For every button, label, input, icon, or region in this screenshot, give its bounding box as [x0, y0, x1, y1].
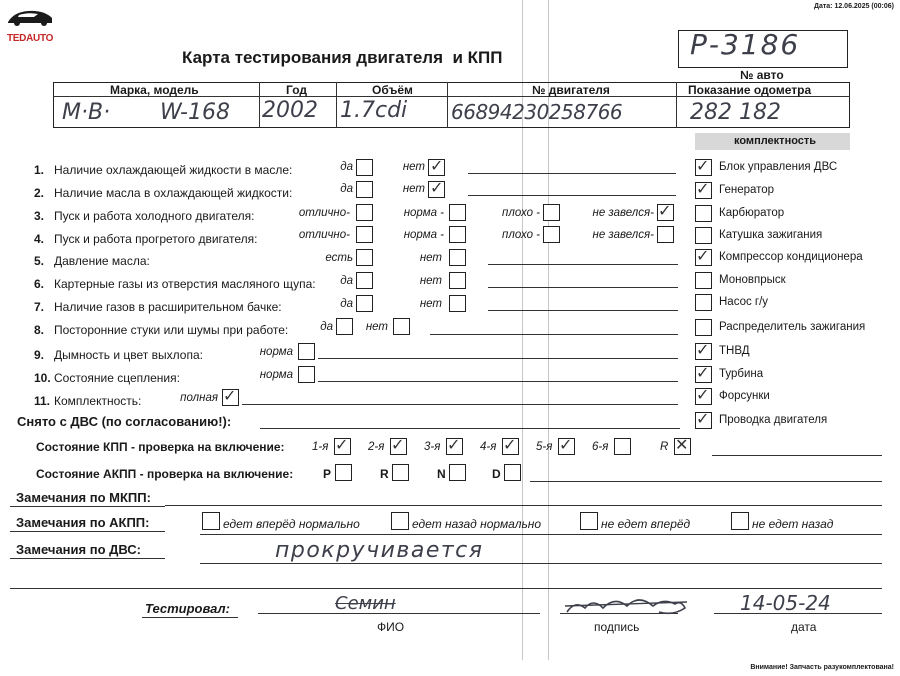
q1-no-label: нет — [402, 161, 425, 173]
q3-bad-label: плохо - — [502, 207, 540, 219]
question-number: 3. — [34, 209, 45, 223]
q10-normal-label: норма — [259, 369, 293, 381]
completeness-item-label: Проводка двигателя — [719, 414, 828, 426]
q7-yes-label: да — [340, 298, 353, 310]
question-number: 8. — [34, 323, 45, 337]
q4-not-started-box[interactable] — [657, 226, 674, 243]
q3-not-started-check-icon: ✓ — [658, 201, 672, 220]
question-number: 2. — [34, 186, 45, 200]
car-number-value: Р-3186 — [690, 28, 801, 61]
gear-label: 5-я — [536, 441, 553, 453]
akpp-remark-label: не едет назад — [752, 517, 834, 531]
question-text: Посторонние стуки или шумы при работе: — [54, 323, 289, 337]
check-mark-icon: ✓ — [696, 156, 710, 175]
check-mark-icon: ✓ — [696, 246, 710, 265]
model-value: W-168 — [160, 100, 230, 125]
col-odometer: Показание одометра — [688, 83, 812, 97]
question-number: 9. — [34, 348, 45, 362]
warning-text: Внимание! Запчасть разукомплектована! — [750, 664, 894, 671]
col-make-model: Марка, модель — [110, 83, 199, 97]
gear-label: 3-я — [424, 441, 441, 453]
completeness-item-label: Карбюратор — [719, 207, 785, 219]
removed-label: Снято с ДВС (по согласованию!): — [17, 414, 232, 429]
q2-yes-box[interactable] — [356, 181, 373, 198]
q4-bad-label: плохо - — [502, 229, 540, 241]
question-text: Наличие газов в расширительном бачке: — [54, 300, 282, 314]
q4-bad-box[interactable] — [543, 226, 560, 243]
q3-normal-label: норма - — [403, 207, 444, 219]
q2-no-check-icon: ✓ — [430, 178, 444, 197]
make-value: M·B· — [62, 100, 111, 125]
question-text: Пуск и работа холодного двигателя: — [54, 209, 255, 223]
akpp-remark-label: не едет вперёд — [601, 517, 691, 531]
car-logo-icon — [4, 6, 56, 28]
akpp-remark-label: едет вперёд нормально — [223, 517, 360, 531]
col-volume: Объём — [372, 83, 413, 97]
car-number-label: № авто — [740, 68, 784, 82]
print-date: Дата: 12.06.2025 (00:06) — [813, 3, 894, 10]
q8-yes-label: да — [320, 321, 333, 333]
check-mark-icon: ✓ — [696, 409, 710, 428]
completeness-checkbox[interactable] — [695, 272, 712, 289]
question-number: 5. — [34, 254, 45, 268]
akpp-remark-checkbox[interactable] — [580, 512, 598, 530]
check-mark-icon: ✓ — [503, 435, 517, 454]
q6-no-box[interactable] — [449, 272, 466, 289]
signature — [563, 590, 693, 620]
akpp-position-checkbox[interactable] — [392, 464, 409, 481]
question-text: Состояние сцепления: — [54, 371, 180, 385]
col-engine-no: № двигателя — [532, 83, 610, 97]
completeness-item-label: Генератор — [719, 184, 775, 196]
completeness-item-label: ТНВД — [719, 345, 750, 357]
q7-no-label: нет — [419, 298, 442, 310]
tested-label: Тестировал: — [145, 601, 230, 616]
q3-normal-box[interactable] — [449, 204, 466, 221]
q3-excellent-label: отлично- — [298, 207, 350, 219]
q9-normal-box[interactable] — [298, 343, 315, 360]
year-value: 2002 — [262, 98, 318, 123]
q9-normal-label: норма — [259, 346, 293, 358]
completeness-item-label: Блок управления ДВС — [719, 161, 838, 173]
check-mark-icon: ✓ — [559, 435, 573, 454]
q11-full-check-icon: ✓ — [223, 386, 237, 405]
question-text: Картерные газы из отверстия масляного щупа: — [54, 277, 316, 291]
akpp-remark-checkbox[interactable] — [202, 512, 220, 530]
date-label: дата — [791, 620, 817, 634]
q2-yes-label: да — [340, 183, 353, 195]
akpp-position-label: R — [380, 467, 389, 481]
q4-normal-label: норма - — [403, 229, 444, 241]
engine-no-value: 66894230258766 — [451, 100, 623, 124]
question-number: 10. — [34, 371, 51, 385]
q6-yes-label: да — [340, 275, 353, 287]
q4-normal-box[interactable] — [449, 226, 466, 243]
question-text: Наличие масла в охлаждающей жидкости: — [54, 186, 293, 200]
page-title: Карта тестирования двигателя и КПП — [182, 48, 503, 67]
akpp-position-checkbox[interactable] — [504, 464, 521, 481]
completeness-title: комплектность — [734, 135, 817, 147]
q7-no-box[interactable] — [449, 295, 466, 312]
volume-value: 1.7cdi — [340, 98, 408, 123]
check-mark-icon: ✓ — [335, 435, 349, 454]
q8-no-box[interactable] — [393, 318, 410, 335]
completeness-item-label: Распределитель зажигания — [719, 321, 866, 333]
gear-checkbox[interactable] — [614, 438, 631, 455]
q1-no-check-icon: ✓ — [430, 156, 444, 175]
akpp-position-label: P — [323, 467, 332, 481]
akpp-position-checkbox[interactable] — [449, 464, 466, 481]
q3-bad-box[interactable] — [543, 204, 560, 221]
q8-yes-box[interactable] — [336, 318, 353, 335]
completeness-checkbox[interactable] — [695, 294, 712, 311]
akpp-position-checkbox[interactable] — [335, 464, 352, 481]
completeness-checkbox[interactable] — [695, 227, 712, 244]
q4-excellent-label: отлично- — [298, 229, 350, 241]
akpp-remark-label: едет назад нормально — [412, 517, 542, 531]
question-number: 4. — [34, 232, 45, 246]
question-text: Наличие охлаждающей жидкости в масле: — [54, 163, 293, 177]
completeness-checkbox[interactable] — [695, 205, 712, 222]
fio-label: ФИО — [377, 620, 405, 634]
q7-yes-box[interactable] — [356, 295, 373, 312]
akpp-remark-checkbox[interactable] — [731, 512, 749, 530]
q5-present-label: есть — [325, 252, 353, 264]
question-number: 6. — [34, 277, 45, 291]
completeness-checkbox[interactable] — [695, 319, 712, 336]
q1-yes-label: да — [340, 161, 353, 173]
gear-label: 6-я — [592, 441, 609, 453]
kpp-label: Состояние КПП - проверка на включение: — [36, 440, 285, 454]
question-text: Пуск и работа прогретого двигателя: — [54, 232, 258, 246]
remarks-mkpp-label: Замечания по МКПП: — [16, 490, 151, 505]
fio-value: Семин — [335, 593, 396, 614]
gear-label: R — [660, 441, 669, 453]
question-number: 11. — [34, 394, 51, 408]
q5-present-box[interactable] — [356, 249, 373, 266]
q8-no-label: нет — [365, 321, 388, 333]
q5-no-label: нет — [419, 252, 442, 264]
q6-no-label: нет — [419, 275, 442, 287]
completeness-item-label: Моновпрыск — [719, 274, 786, 286]
q11-full-label: полная — [180, 392, 218, 404]
completeness-item-label: Форсунки — [719, 390, 770, 402]
logo-text: TEDAUTO — [7, 33, 54, 44]
check-mark-icon: ✓ — [696, 340, 710, 359]
question-text: Комплектность: — [54, 394, 142, 408]
question-number: 1. — [34, 163, 45, 177]
remarks-dvs-label: Замечания по ДВС: — [16, 542, 141, 557]
q2-no-label: нет — [402, 183, 425, 195]
col-year: Год — [286, 83, 307, 97]
gear-label: 4-я — [480, 441, 497, 453]
check-mark-icon: ✓ — [447, 435, 461, 454]
akpp-position-label: D — [492, 467, 501, 481]
gear-label: 1-я — [312, 441, 329, 453]
completeness-item-label: Компрессор кондиционера — [719, 251, 863, 263]
q1-yes-box[interactable] — [356, 159, 373, 176]
logo — [4, 6, 56, 42]
akpp-remark-checkbox[interactable] — [391, 512, 409, 530]
gear-label: 2-я — [368, 441, 385, 453]
q5-no-box[interactable] — [449, 249, 466, 266]
akpp-label: Состояние АКПП - проверка на включение: — [36, 467, 294, 481]
check-mark-icon: ✓ — [391, 435, 405, 454]
completeness-item-label: Турбина — [719, 368, 764, 380]
remarks-akpp-label: Замечания по АКПП: — [16, 515, 150, 530]
question-number: 7. — [34, 300, 45, 314]
q4-excellent-box[interactable] — [356, 226, 373, 243]
check-mark-icon: ✕ — [675, 435, 689, 454]
q4-not-started-label: не завелся- — [592, 229, 654, 241]
q3-not-started-label: не завелся- — [592, 207, 654, 219]
q6-yes-box[interactable] — [356, 272, 373, 289]
question-text: Дымность и цвет выхлопа: — [54, 348, 203, 362]
completeness-item-label: Катушка зажигания — [719, 229, 823, 241]
remarks-dvs-value: прокручивается — [275, 538, 484, 563]
odometer-value: 282 182 — [690, 100, 781, 125]
check-mark-icon: ✓ — [696, 385, 710, 404]
completeness-item-label: Насос г/у — [719, 296, 769, 308]
akpp-position-label: N — [437, 467, 446, 481]
q3-excellent-box[interactable] — [356, 204, 373, 221]
question-text: Давление масла: — [54, 254, 150, 268]
check-mark-icon: ✓ — [696, 179, 710, 198]
date-value: 14-05-24 — [740, 591, 831, 615]
check-mark-icon: ✓ — [696, 363, 710, 382]
q10-normal-box[interactable] — [298, 366, 315, 383]
sign-label: подпись — [594, 620, 640, 634]
